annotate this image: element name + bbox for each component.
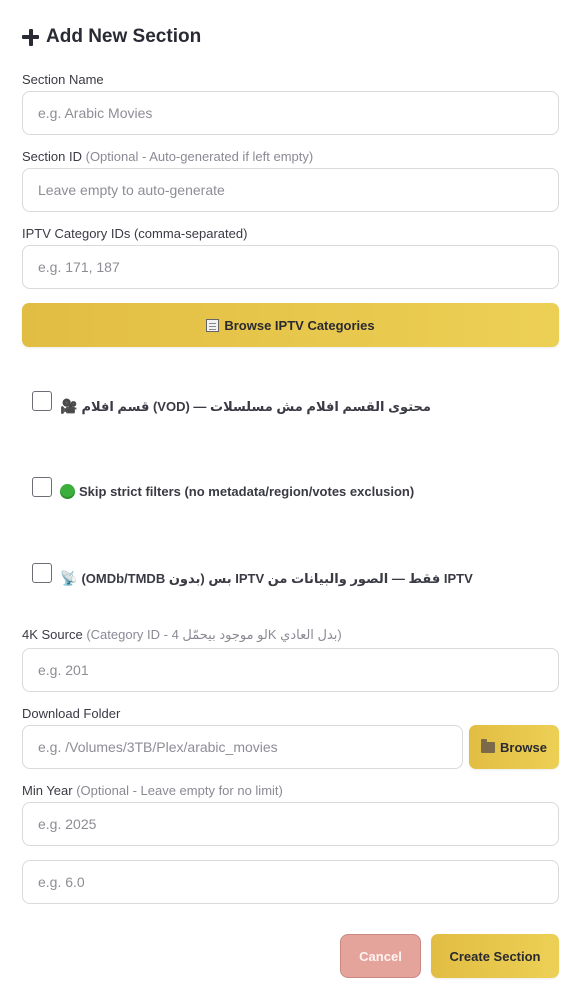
iptv-categories-input[interactable] — [22, 245, 559, 289]
min-rating-input[interactable] — [22, 860, 559, 904]
browse-folder-button[interactable] — [469, 725, 559, 769]
min-year-input[interactable] — [22, 802, 559, 846]
section-id-label-text: Section ID — [22, 149, 82, 164]
browse-categories-button[interactable] — [22, 303, 559, 347]
browse-folder-label: Browse — [500, 739, 547, 755]
category-list-icon — [206, 319, 219, 332]
vod-option-text — [60, 398, 431, 415]
iptv-only-text — [60, 570, 473, 587]
green-circle-icon — [60, 484, 75, 499]
satellite-icon: 📡 — [60, 570, 78, 586]
page-title: Add New Section — [46, 26, 202, 47]
min-year-label-text: Min Year — [22, 783, 73, 798]
skip-filters-checkbox[interactable] — [32, 477, 52, 497]
create-section-button[interactable]: Create Section — [431, 934, 559, 978]
vod-option-label: محتوى القسم افلام مش مسلسلات — (VOD) قسم افلام — [81, 398, 431, 414]
skip-filters-option — [32, 477, 414, 499]
plus-icon — [22, 29, 39, 46]
download-folder-label — [22, 706, 120, 721]
vod-option — [32, 391, 431, 415]
iptv-only-option — [32, 563, 473, 587]
source-4k-hint: (Category ID - لو موجود بيحمّل 4K بدل العادي) — [86, 627, 342, 642]
source-4k-input[interactable] — [22, 648, 559, 692]
skip-filters-label: Skip strict filters (no metadata/region/votes exclusion) — [79, 484, 415, 499]
vod-checkbox[interactable] — [32, 391, 52, 411]
download-folder-label-text: Download Folder — [22, 706, 121, 721]
iptv-categories-label-text: IPTV Category IDs (comma-separated) — [22, 226, 248, 241]
section-id-label — [22, 149, 313, 164]
iptv-only-checkbox[interactable] — [32, 563, 52, 583]
skip-filters-text — [60, 484, 414, 499]
iptv-only-label: IPTV فقط — الصور والبيانات من IPTV بس (بدون OMDb/TMDB) — [81, 570, 473, 586]
movie-camera-icon: 🎥 — [60, 398, 78, 414]
folder-icon — [481, 742, 495, 753]
browse-categories-label: Browse IPTV Categories — [224, 317, 375, 333]
section-id-hint: (Optional - Auto-generated if left empty) — [85, 149, 314, 164]
min-year-hint: (Optional - Leave empty for no limit) — [76, 783, 283, 798]
form-header — [22, 26, 201, 48]
section-name-label — [22, 72, 104, 87]
source-4k-label — [22, 627, 342, 643]
cancel-button[interactable]: Cancel — [340, 934, 421, 978]
source-4k-label-text: 4K Source — [22, 627, 83, 642]
min-year-label — [22, 783, 283, 798]
section-id-input[interactable] — [22, 168, 559, 212]
iptv-categories-label — [22, 226, 247, 241]
download-folder-input[interactable] — [22, 725, 463, 769]
section-name-input[interactable] — [22, 91, 559, 135]
section-name-label-text: Section Name — [22, 72, 104, 87]
